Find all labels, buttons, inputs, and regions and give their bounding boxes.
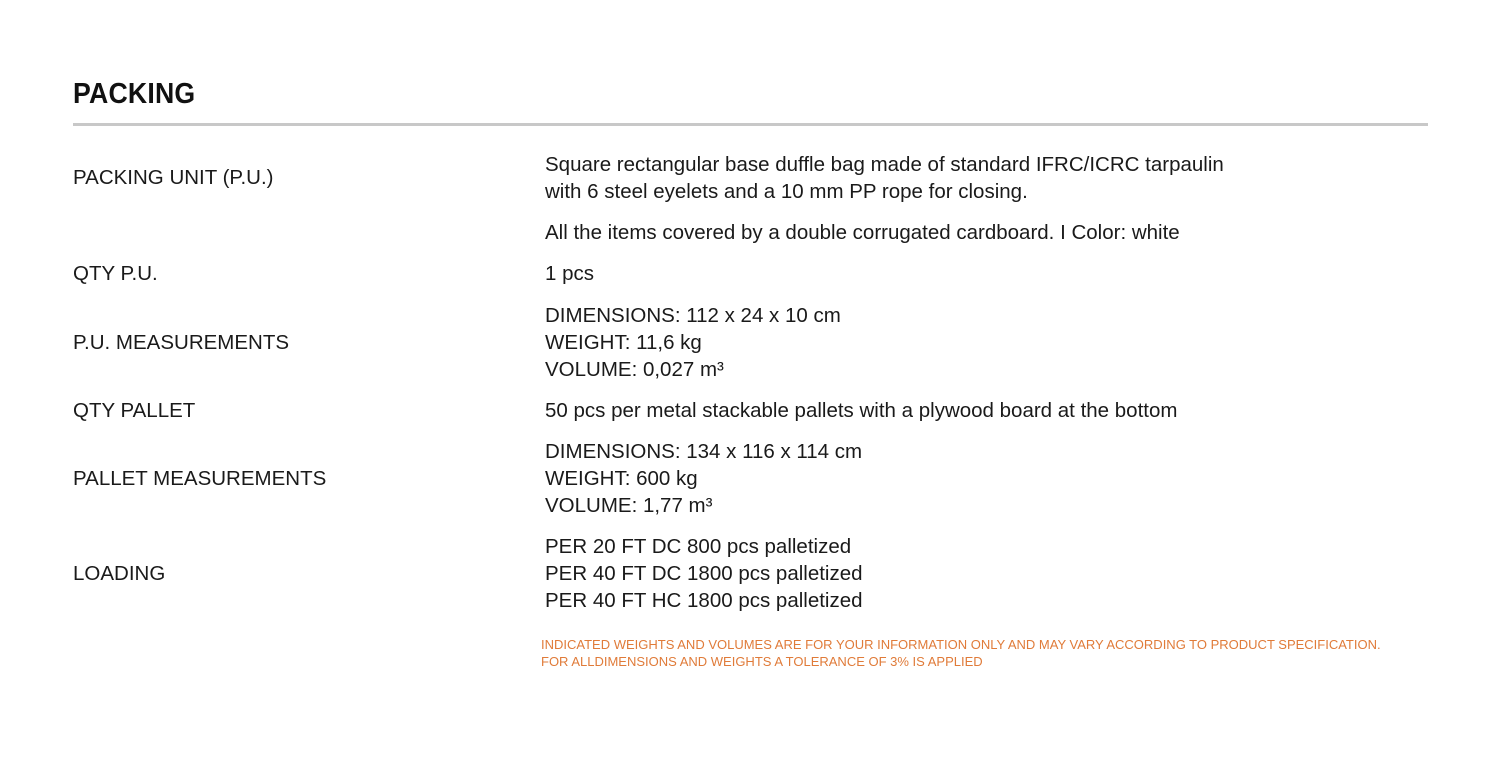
spec-value-line: VOLUME: 1,77 m³ xyxy=(545,494,713,517)
disclaimer-line: FOR ALLDIMENSIONS AND WEIGHTS A TOLERANCE OF 3% IS APPLIED xyxy=(541,654,983,669)
spec-value-line: with 6 steel eyelets and a 10 mm PP rope for closing. xyxy=(545,180,1028,203)
spec-value-line: DIMENSIONS: 134 x 116 x 114 cm xyxy=(545,440,863,463)
section-title: PACKING xyxy=(73,78,196,110)
spec-value-line: 50 pcs per metal stackable pallets with a plywood board at the bottom xyxy=(545,399,1178,422)
spec-label: QTY P.U. xyxy=(73,262,158,285)
spec-value-line: Square rectangular base duffle bag made of standard IFRC/ICRC tarpaulin xyxy=(545,153,1224,176)
spec-value xyxy=(545,438,862,519)
spec-label: PACKING UNIT (P.U.) xyxy=(73,166,274,189)
spec-row-pallet-measurements xyxy=(73,438,1428,520)
spec-value xyxy=(545,533,863,614)
title-divider xyxy=(73,123,1428,126)
disclaimer-line: INDICATED WEIGHTS AND VOLUMES ARE FOR YOUR INFORMATION ONLY AND MAY VARY ACCORDING TO PRODUCT SPECIFICATION. xyxy=(541,637,1381,652)
spec-value-line: PER 40 FT DC 1800 pcs palletized xyxy=(545,562,863,585)
spec-label: LOADING xyxy=(73,562,166,585)
spec-row-pu-measurements xyxy=(73,302,1428,384)
spec-value xyxy=(545,151,1224,205)
spec-value-line: PER 20 FT DC 800 pcs palletized xyxy=(545,535,852,558)
spec-row-covering xyxy=(73,218,1428,246)
spec-label: P.U. MEASUREMENTS xyxy=(73,331,290,354)
spec-value xyxy=(545,219,1180,246)
spec-label: QTY PALLET xyxy=(73,399,196,422)
spec-value-line: All the items covered by a double corrugated cardboard. I Color: white xyxy=(545,221,1180,244)
spec-value-line: WEIGHT: 600 kg xyxy=(545,467,698,490)
spec-row-qty-pu xyxy=(73,260,1428,288)
spec-value xyxy=(545,260,594,287)
spec-row-packing-unit xyxy=(73,150,1428,206)
spec-value-line: DIMENSIONS: 112 x 24 x 10 cm xyxy=(545,304,841,327)
spec-value-line: WEIGHT: 11,6 kg xyxy=(545,331,702,354)
spec-row-loading xyxy=(73,533,1428,615)
spec-row-qty-pallet xyxy=(73,397,1428,425)
spec-value-line: PER 40 FT HC 1800 pcs palletized xyxy=(545,589,863,612)
spec-label: PALLET MEASUREMENTS xyxy=(73,467,327,490)
spec-value-line: VOLUME: 0,027 m³ xyxy=(545,358,724,381)
spec-value xyxy=(545,302,841,383)
spec-value xyxy=(545,397,1177,424)
spec-value-line: 1 pcs xyxy=(545,262,594,285)
disclaimer-note xyxy=(541,636,1381,670)
